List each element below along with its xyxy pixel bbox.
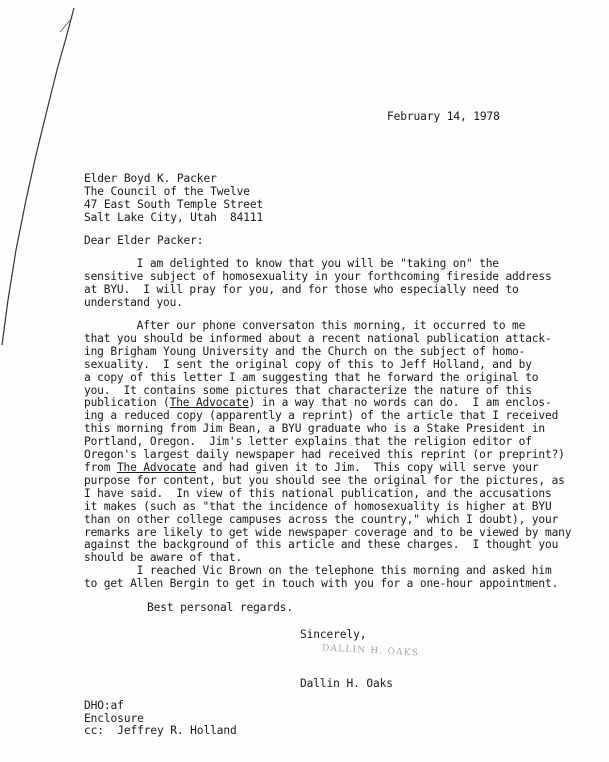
text-line: should be aware of that. [84,551,243,565]
text-line: remarks are likely to get wide newspaper coverage and to be viewed by many [84,525,572,539]
address-line: Elder Boyd K. Packer [84,172,217,185]
text-line: against the background of this article and these charges. I thought you [84,538,559,552]
enclosure-note: Enclosure [84,711,144,725]
paragraph-2 [84,320,571,565]
text-line: After our phone conversaton this morning, it occurred to me [84,319,526,332]
text-line: at BYU. I will pray for you, and for those who especially need to [84,282,519,296]
text-line: Oregon's largest daily newspaper had received this reprint (or preprint?) [84,448,565,462]
text-line: a copy of this letter I am suggesting that he forward the original to [84,370,539,384]
reference-block [84,700,237,738]
address-line: 47 East South Temple Street [84,198,264,211]
text-line: publication (The Advocate) in a way that no words can do. I am enclos- [84,396,552,410]
text-line: to get Allen Bergin to get in touch with you for a one-hour appointment. [84,576,559,590]
text-line: I reached Vic Brown on the telephone this morning and asked him [84,564,552,577]
text-line: sexuality. I sent the original copy of this to Jeff Holland, and by [84,357,532,371]
text-line: understand you. [84,295,183,309]
text-line: ing a reduced copy (apparently a reprint) of the article that I received [84,409,559,423]
text-line: I have said. In view of this national publication, and the accusations [84,486,552,500]
text-line: ing Brigham Young University and the Church on the subject of homo- [84,344,526,358]
text-line: from The Advocate and had given it to Jim. This copy will serve your [84,460,539,474]
text-line: purpose for content, but you should see the original for the pictures, as [84,473,565,487]
signer-name: Dallin H. Oaks [300,677,393,690]
text-line: this morning from Jim Bean, a BYU graduate who is a Stake President in [84,422,545,436]
publication-title: The Advocate [116,460,196,474]
cc-line: cc: Jeffrey R. Holland [84,724,237,737]
address-line: Salt Lake City, Utah 84111 [84,211,264,224]
typist-initials: DHO:af [84,699,124,712]
address-line: The Council of the Twelve [84,185,250,198]
text-line: Portland, Oregon. Jim's letter explains that the religion editor of [84,435,532,449]
text-line: it makes (such as "that the incidence of homosexuality is higher at BYU [84,499,552,513]
closing: Sincerely, [300,628,367,641]
text-line: sensitive subject of homosexuality in your forthcoming fireside address [84,269,552,283]
text-line: you. It contains some pictures that characterize the nature of this [84,383,532,397]
letter-date: February 14, 1978 [387,110,500,123]
text-line: I am delighted to know that you will be "taking on" the [84,257,499,270]
recipient-address [84,172,263,224]
text-line: than on other college campuses across the country," which I doubt), your [84,512,559,526]
signature: DALLIN H. OAKS [321,643,420,659]
paragraph-1 [84,258,552,310]
text-line: that you should be informed about a recent national publication attack- [84,331,552,345]
publication-title: The Advocate [169,396,249,410]
paragraph-3 [84,565,558,591]
regards-line: Best personal regards. [147,601,293,614]
salutation: Dear Elder Packer: [84,234,204,247]
